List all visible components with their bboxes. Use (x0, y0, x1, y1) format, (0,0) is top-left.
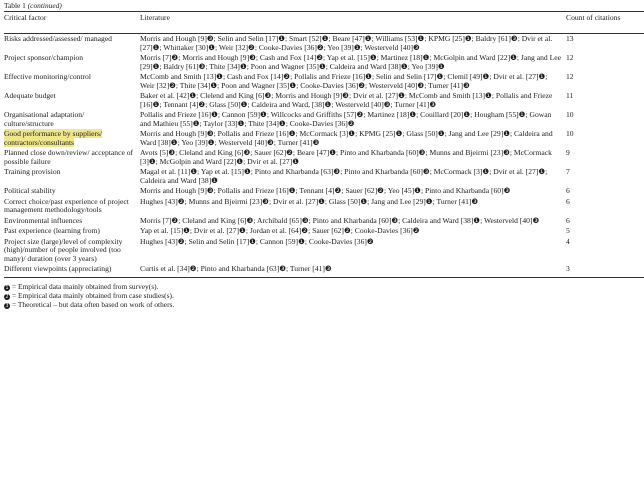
citation-count-cell: 5 (566, 226, 570, 235)
citation-count-cell: 12 (566, 72, 574, 81)
citation-count-cell: 3 (564, 264, 644, 277)
table-row (4, 237, 644, 265)
literature-cell: Morris and Hough [9]❸; Pollalis and Frieze [16]❶; McCormack [3]❶; KPMG [25]❶; Glass [50]❶; Jang and Lee [29]❶; Caldeira and Ward [38]❶; Yeo [39]❶; Westerveld [40]❸; Turner [41]❸ (140, 129, 553, 147)
critical-factor-cell (4, 53, 140, 72)
table-row (4, 216, 644, 227)
literature-cell: Curtis et al. [34]❷; Pinto and Kharbanda [63]❸; Turner [41]❸ (140, 264, 564, 277)
table-label: Table 1 (4, 1, 26, 10)
footnotes (4, 282, 595, 309)
literature-cell: Baker et al. [42]❶; Clelend and King [6]❸; Morris and Hough [9]❸; Dvir et al. [27]❶; McComb and Smith [13]❶; Pollalis and Frieze [16]❶; Tennant [4]❷; Glass [50]❶; Caldeira and Ward, [38]❶; Westerveld [40]❸; Turner [41]❸ (140, 91, 553, 109)
theoretical-marker-icon: 3 (5, 302, 9, 309)
table-row (4, 226, 644, 237)
literature-cell: Yap et al. [15]❶; Dvir et al. [27]❶; Jordan et al. [64]❷; Sauer [62]❷; Cooke-Davies [36]❷ (140, 226, 420, 235)
literature-cell: Morris [7]❷; Morris and Hough [9]❸; Cash and Fox [14]❷; Yap et al. [15]❶; Martinez [18]❶; McGolpin and Ward [22]❶; Jang and Lee [29]❶; Baldry [61]❸; Thite [34]❶; Poon and Wagner [35]❶; Caldeira and Ward [38]❶; Yeo [39]❶ (140, 53, 561, 71)
table-row (4, 72, 644, 91)
footnote-3 (4, 300, 595, 309)
literature-cell: Magal et al. [11]❶; Yap et al. [15]❶; Pinto and Kharbanda [63]❸; Pinto and Kharbanda [60]❸; McCormack [3]❶; Dvir et al. [27]❶; Caldeira and Ward [38]❶ (140, 167, 548, 185)
footnote-text: = Empirical data mainly obtained from case studies(s). (12, 290, 174, 300)
table-row (4, 167, 644, 186)
table-row (4, 186, 644, 197)
footnote-2 (4, 291, 595, 300)
header-literature: Literature (140, 12, 564, 34)
document-page (4, 1, 621, 309)
citation-count-cell: 6 (566, 196, 570, 206)
critical-factor-cell (4, 72, 140, 91)
critical-factor-text: Correct choice/past experience of project management methodology/tools (4, 196, 129, 214)
critical-factor-cell (4, 226, 140, 237)
footnote-text: = Empirical data mainly obtained from survey(s). (12, 281, 159, 291)
citation-count-cell: 7 (566, 167, 570, 176)
critical-factor-cell (4, 237, 140, 265)
critical-factor-text: Environmental influences (4, 215, 83, 225)
literature-cell: Morris and Hough [9]❸; Pollalis and Frieze [16]❶; Tennant [4]❷; Sauer [62]❷; Yeo [45]❶; Pinto and Kharbanda [60]❸ (140, 186, 511, 195)
table-continued-note: (continued) (27, 1, 62, 10)
critical-factor-cell (4, 91, 140, 110)
table-caption (4, 1, 595, 11)
literature-cell: Pollalis and Frieze [16]❶; Cannon [59]❶; Willcocks and Griffiths [57]❷; Martinez [18]❶; Couillard [20]❶; Hougham [55]❶; Gowan and Mathieu [55]❶; Taylor [33]❶; Thite [34]❶; Cooke-Davies [36]❷ (140, 110, 552, 128)
critical-factor-text: Organisational adaptation/ culture/structure (4, 110, 85, 128)
literature-cell: Morris and Hough [9]❸; Selin and Selin [17]❶; Smart [52]❶; Beare [47]❶; Williams [53]❶; KPMG [25]❶; Baldry [61]❸; Dvir et al. [27]❶; Whittaker [30]❶; Weir [32]❷; Cooke-Davies [36]❷; Yeo [39]❶; Westerveld [40]❸ (140, 34, 553, 52)
table-row (4, 110, 644, 129)
header-count-of-citations: Count of citations (564, 12, 644, 34)
critical-factor-text: Good performance by suppliers/ contractors/consultants (4, 129, 103, 147)
citation-count-cell: 9 (566, 148, 570, 157)
case-study-marker-icon: 2 (5, 293, 9, 300)
literature-cell: McComb and Smith [13]❶; Cash and Fox [14]❷; Pollalis and Frieze [16]❶; Selin and Selin [17]❶; Clemil [49]❶; Dvir et al. [27]❶; Weir [32]❷; Thite [34]❶; Poon and Wagner [35]❶; Cooke-Davies [36]❷; Westerveld [40]❸; Turner [41]❸ (140, 72, 548, 90)
table-row (4, 34, 644, 54)
critical-factor-text: Past experience (learning from) (4, 226, 100, 235)
critical-factors-table (4, 11, 644, 278)
table-row (4, 264, 644, 277)
critical-factor-cell (4, 34, 140, 54)
literature-cell: Avots [5]❸; Cleland and King [6]❸; Sauer [62]❷; Beare [47]❶; Pinto and Kharbanda [60]❸; Munns and Bjeirmi [23]❸; McCormack [3]❶; McGolpin and Ward [22]❶; Dvir et al. [27]❶ (140, 148, 552, 166)
table-row (4, 129, 644, 148)
literature-cell: Morris [7]❷; Cleland and King [6]❸; Archibald [65]❸; Pinto and Kharbanda [60]❸; Caldeira and Ward [38]❶; Westerveld [40]❸ (140, 215, 540, 225)
critical-factor-text: Project sponsor/champion (4, 53, 84, 62)
table-body (4, 34, 644, 278)
citation-count-cell: 13 (566, 34, 574, 43)
citation-count-cell: 10 (566, 110, 574, 119)
table-row (4, 91, 644, 110)
table-header-row (4, 12, 644, 34)
critical-factor-text: Planned close down/review/ acceptance of possible failure (4, 148, 134, 166)
critical-factor-cell (4, 129, 140, 148)
critical-factor-text: Risks addressed/assessed/ managed (4, 34, 112, 43)
critical-factor-text: Different viewpoints (appreciating) (4, 264, 112, 273)
literature-cell: Hughes [43]❷; Munns and Bjeirmi [23]❸; Dvir et al. [27]❶; Glass [50]❶; Jang and Lee [29]❶; Turner [41]❸ (140, 196, 479, 206)
citation-count-cell: 6 (566, 215, 570, 225)
table-row (4, 53, 644, 72)
footnote-text: = Theoretical – but data often based on work of others. (12, 299, 175, 309)
citation-count-cell: 11 (566, 91, 574, 100)
critical-factor-text: Political stability (4, 186, 56, 195)
table-row (4, 148, 644, 167)
table-row (4, 197, 644, 216)
citation-count-cell: 10 (566, 129, 574, 138)
critical-factor-text: Project size (large)/level of complexity (high)/number of people involved (too many)/ duration (over 3 years) (4, 236, 123, 263)
citation-count-cell: 6 (566, 186, 570, 195)
citation-count-cell: 12 (566, 53, 574, 62)
critical-factor-text: Training provision (4, 167, 61, 176)
critical-factor-cell (4, 148, 140, 167)
critical-factor-cell (4, 264, 140, 277)
header-critical-factor: Critical factor (4, 12, 140, 34)
critical-factor-text: Effective monitoring/control (4, 72, 91, 81)
critical-factor-cell (4, 216, 140, 227)
citation-count-cell: 4 (566, 236, 570, 246)
literature-cell: Hughes [43]❷; Selin and Selin [17]❶; Cannon [59]❶; Cooke-Davies [36]❷ (140, 236, 374, 246)
footnote-1 (4, 282, 595, 291)
critical-factor-cell (4, 167, 140, 186)
critical-factor-cell (4, 186, 140, 197)
survey-marker-icon: 1 (5, 284, 9, 291)
critical-factor-cell (4, 110, 140, 129)
critical-factor-text: Adequate budget (4, 91, 56, 100)
critical-factor-cell (4, 197, 140, 216)
